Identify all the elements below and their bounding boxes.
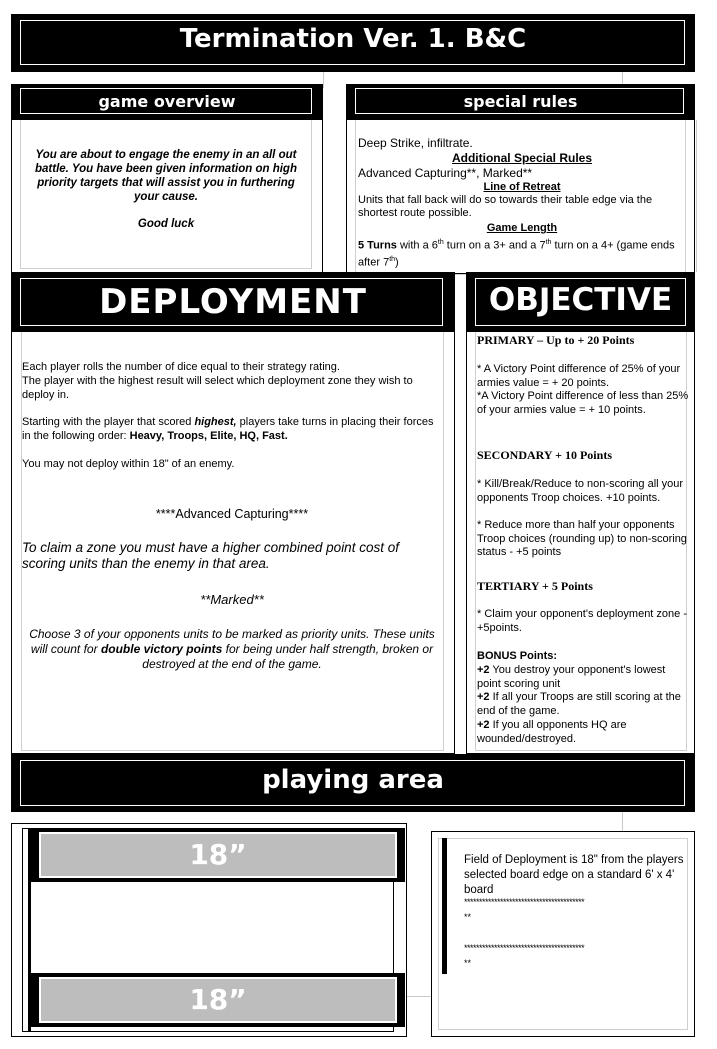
playing-area-heading: playing area [262,765,444,795]
bonus-heading: BONUS Points: [477,650,558,662]
stars-line-2: **************************************** [464,943,585,953]
objective-heading: OBJECTIVE [488,282,673,318]
advanced-capturing-heading: ****Advanced Capturing**** [155,507,309,521]
deployment-p1: Each player rolls the number of dice equal to their strategy rating. [22,361,340,373]
secondary-item-1: * Kill/Break/Reduce to non-scoring all your opponents Troop choices. +10 points. [477,478,684,504]
guide-line [622,812,623,832]
game-length-text: 5 Turns with a 6th turn on a 3+ and a 7th turn on a 4+ (game ends after 7th) [358,239,675,269]
secondary-heading: SECONDARY + 10 Points [477,448,612,462]
deployment-banner [11,272,455,332]
playing-area-banner [11,754,695,812]
overview-heading: game overview [98,92,236,111]
top-zone-label: 18” [39,832,397,878]
tertiary-item-1: * Claim your opponent's deployment zone - +5points. [477,608,687,634]
bottom-deployment-zone [31,973,405,1027]
deployment-p4: You may not deploy within 18" of an enemy. [22,458,235,470]
primary-item-2: *A Victory Point difference of less than 25% of your armies value = + 10 points. [477,390,689,416]
additional-rules-heading: Additional Special Rules [451,151,593,165]
stars-line-2b: ** [464,958,472,968]
special-rules-banner [346,84,695,120]
page-title: Termination Ver. 1. B&C [179,24,527,54]
deployment-p2: The player with the highest result will select which deployment zone they wish to deploy in. [22,375,413,401]
bonus-item-1: +2 You destroy your opponent's lowest point scoring unit [477,664,666,690]
objective-banner [466,272,695,332]
retreat-text: Units that fall back will do so towards their table edge via the shortest route possible. [358,194,653,219]
bonus-item-3: +2 If you all opponents HQ are wounded/destroyed. [477,719,627,745]
deployment-heading: DEPLOYMENT [99,282,367,322]
tertiary-heading: TERTIARY + 5 Points [477,579,593,593]
game-length-heading: Game Length [486,222,558,234]
guide-line [696,120,697,272]
deployment-note: Field of Deployment is 18" from the players selected board edge on a standard 6' x 4' board [464,854,684,896]
overview-closing: Good luck [137,218,195,230]
primary-heading: PRIMARY – Up to + 20 Points [477,333,635,347]
deployment-p3: Starting with the player that scored highest, players take turns in placing their forces in the following order: Heavy, Troops, Elite, HQ, Fast. [22,416,434,442]
special-rules-line1: Deep Strike, infiltrate. [358,136,473,150]
special-rules-heading: special rules [463,92,578,111]
stars-line-1: **************************************** [464,897,585,907]
bottom-zone-label: 18” [39,977,397,1023]
top-deployment-zone [31,828,405,882]
retreat-heading: Line of Retreat [483,181,561,193]
additional-rules-text: Advanced Capturing**, Marked** [358,166,533,180]
advanced-capturing-text: To claim a zone you must have a higher combined point cost of scoring units than the enemy in that area. [22,540,399,571]
guide-line [323,70,324,88]
secondary-item-2: * Reduce more than half your opponents Troop choices (rounding up) to non-scoring status - +5 points [477,519,687,558]
guide-line [407,996,431,997]
marked-heading: **Marked** [200,592,264,607]
overview-banner [11,84,323,120]
marked-text: Choose 3 of your opponents units to be marked as priority units. These units will count for double victory points for being under half strength, broken or destroyed at the end of the game. [29,627,435,671]
primary-item-1: * A Victory Point difference of 25% of your armies value = + 20 points. [477,363,681,389]
overview-text: You are about to engage the enemy in an all out battle. You have been given information on high priority targets that will assist you in furthering your cause. [35,149,297,203]
stars-line-1b: ** [464,912,472,922]
bonus-item-2: +2 If all your Troops are still scoring at the end of the game. [477,691,681,717]
title-banner [11,14,695,72]
